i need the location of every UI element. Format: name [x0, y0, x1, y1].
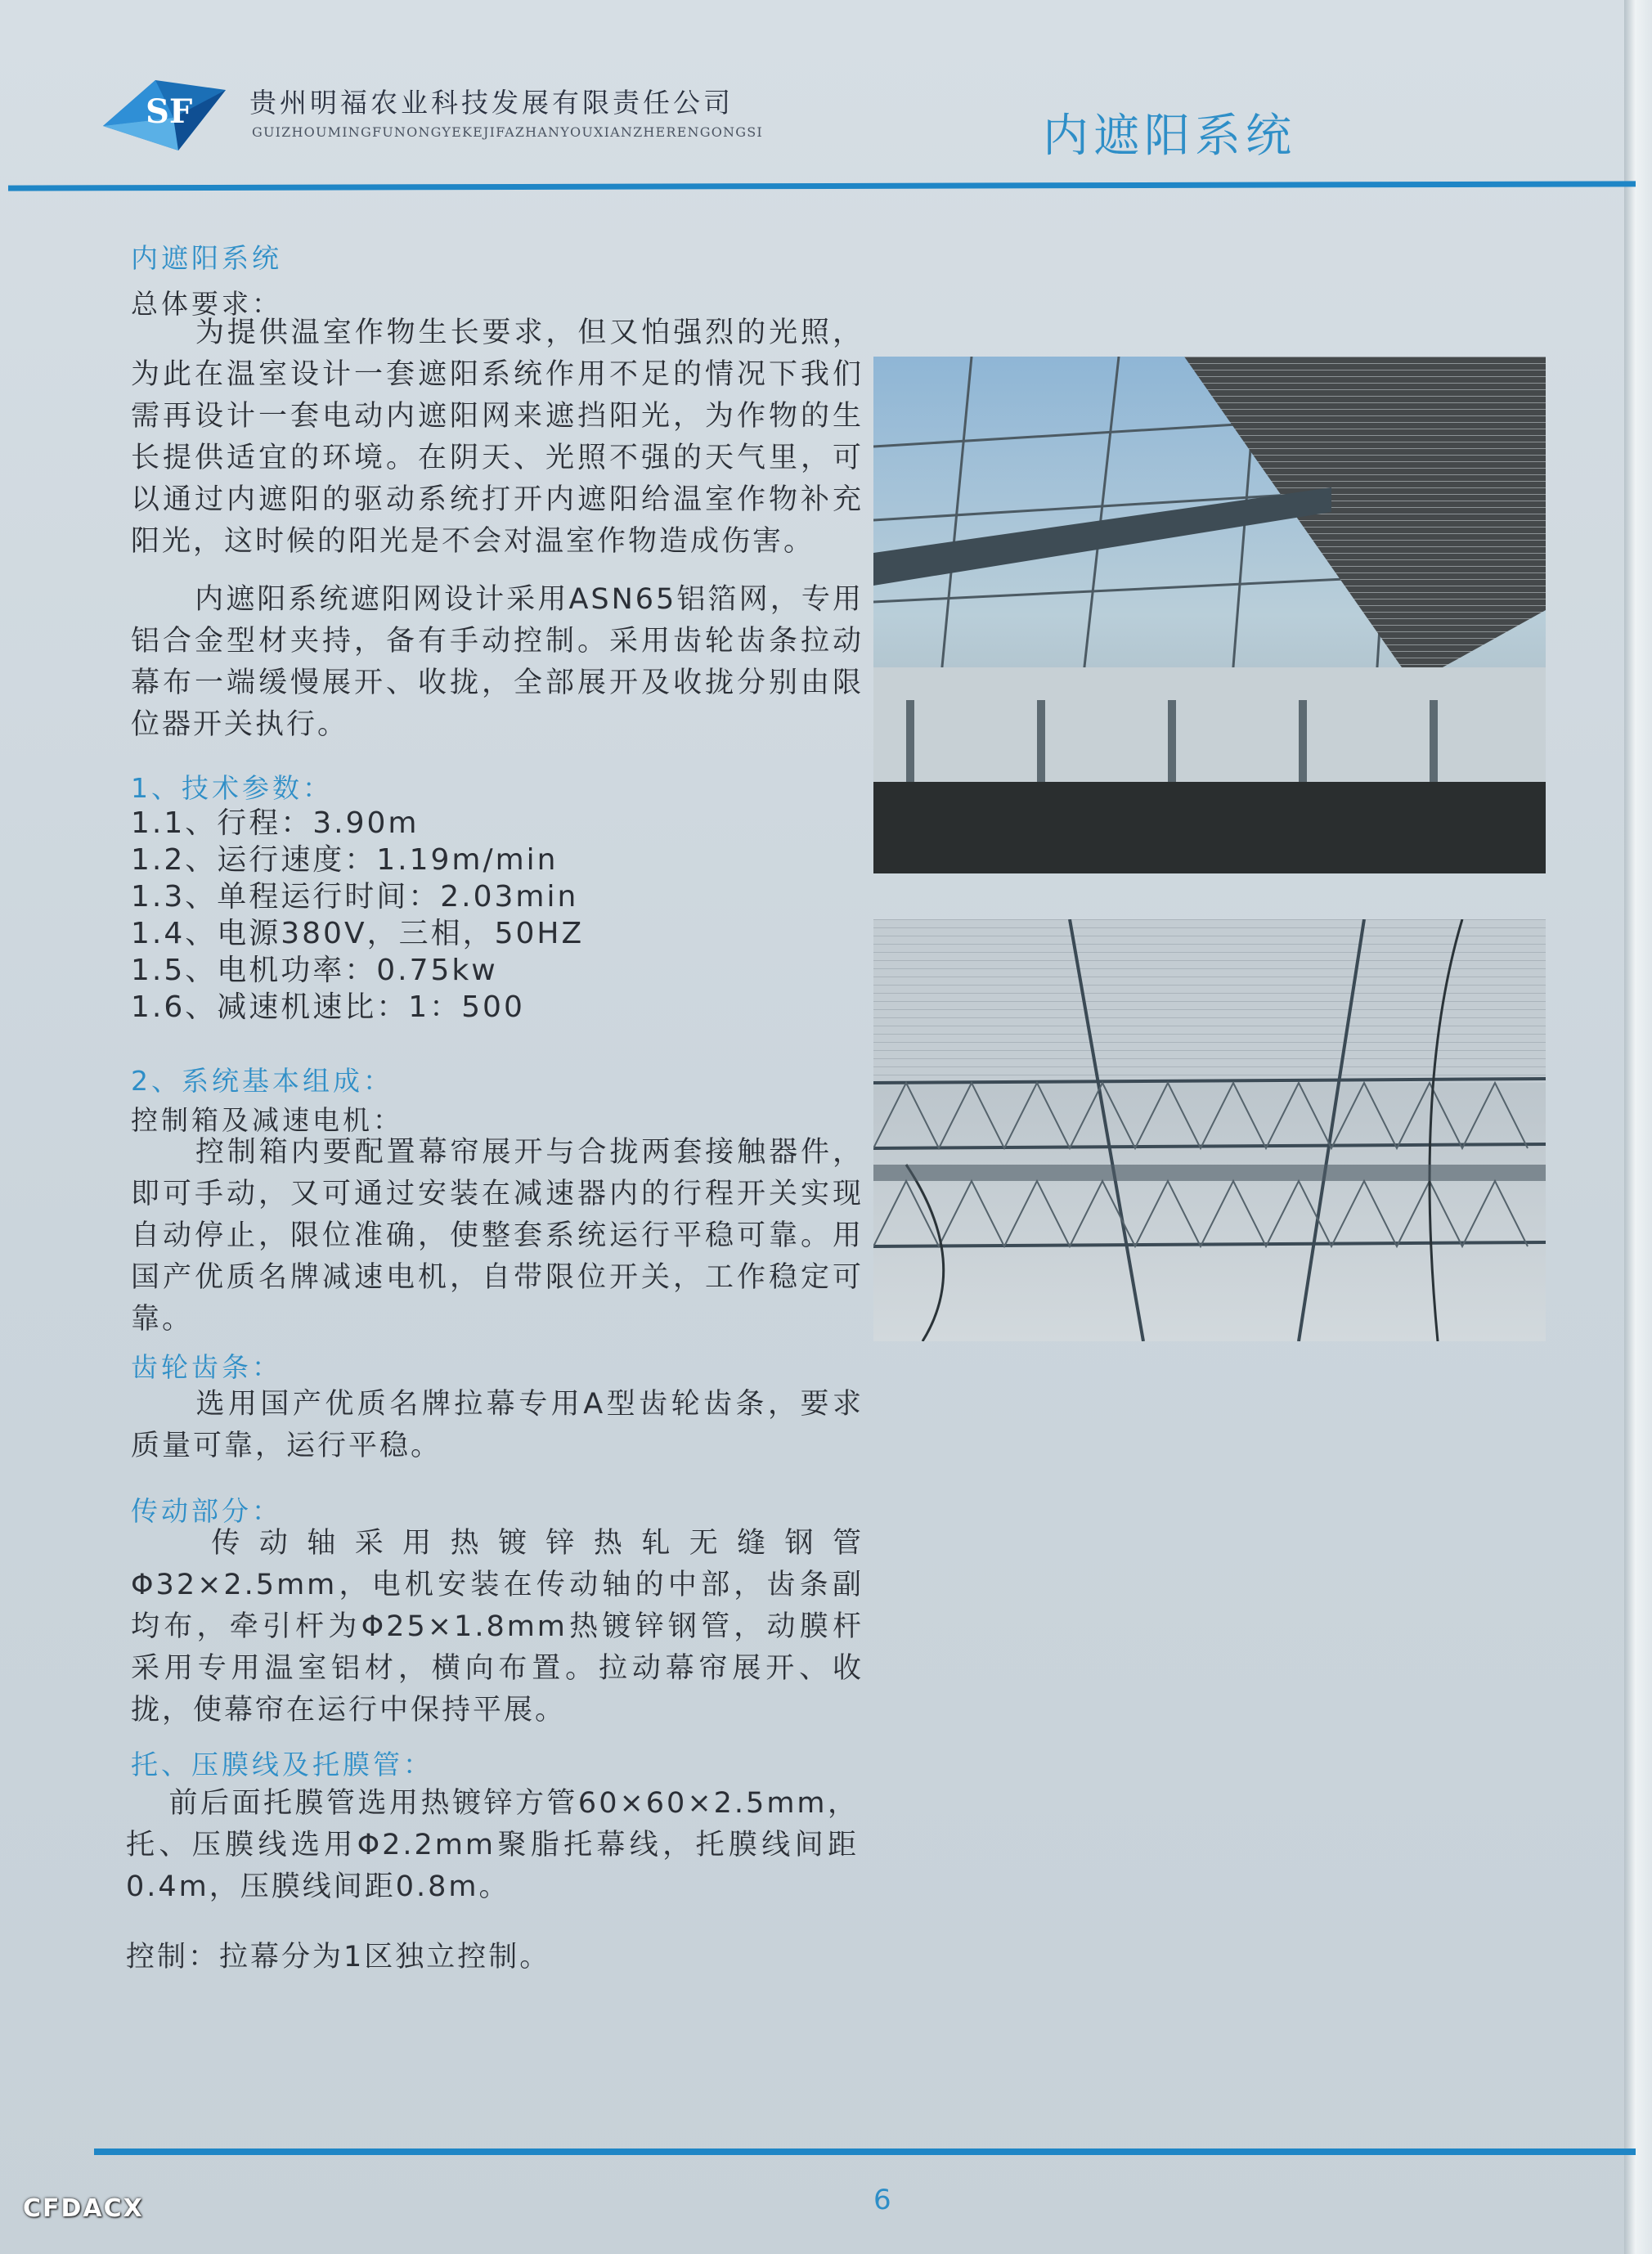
tech-params-title: 1、技术参数： [131, 772, 333, 804]
gear-rack-title: 齿轮齿条： [131, 1351, 282, 1383]
composition-title: 2、系统基本组成： [131, 1065, 393, 1097]
greenhouse-shade-photo-1 [873, 357, 1546, 873]
overall-paragraph-1: 为提供温室作物生长要求，但又怕强烈的光照，为此在温室设计一套遮阳系统作用不足的情况下我们需再设计一套电动内遮阳网来遮挡阳光，为作物的生长提供适宜的环境。在阴天、光照不强的天气里，可以通过内遮阳的驱动系统打开内遮阳给温室作物补充阳光，这时候的阳光是不会对温室作物造成伤害。 [131, 317, 864, 558]
overall-paragraph-2: 内遮阳系统遮阳网设计采用ASN65铝箔网，专用铝合金型材夹持，备有手动控制。采用齿轮齿条拉动幕布一端缓慢展开、收拢，全部展开及收拢分别由限位器开关执行。 [131, 583, 864, 741]
tech-param-5: 1.5、电机功率：0.75kw [131, 954, 498, 987]
overall-requirements-label: 总体要求： [131, 288, 282, 320]
greenhouse-shade-photo-2 [873, 919, 1546, 1341]
control-box-paragraph: 控制箱内要配置幕帘展开与合拢两套接触器件，即可手动，又可通过安装在减速器内的行程开关实现自动停止，限位准确，使整套系统运行平稳可靠。用国产优质名牌减速电机，自带限位开关，工作稳定可靠。 [131, 1136, 864, 1336]
tech-param-4: 1.4、电源380V，三相，50HZ [131, 917, 585, 950]
tech-param-6: 1.6、减速机速比：1：500 [131, 990, 525, 1024]
drive-title: 传动部分： [131, 1495, 282, 1527]
drive-paragraph: 传动轴采用热镀锌热轧无缝钢管Φ32×2.5mm，电机安装在传动轴的中部，齿条副均布，牵引杆为Φ25×1.8mm热镀锌钢管，动膜杆采用专用温室铝材，横向布置。拉动幕帘展开、收拢，使幕帘在运行中保持平展。 [131, 1527, 864, 1726]
page-number: 6 [873, 2184, 891, 2216]
control-mode-line: 控制：拉幕分为1区独立控制。 [126, 1941, 551, 1973]
footer-divider [94, 2148, 1636, 2155]
tech-param-1: 1.1、行程：3.90m [131, 806, 420, 840]
page-title: 内遮阳系统 [1043, 110, 1296, 163]
film-line-paragraph: 前后面托膜管选用热镀锌方管60×60×2.5mm，托、压膜线选用Φ2.2mm聚脂托幕线，托膜线间距0.4m，压膜线间距0.8m。 [126, 1787, 859, 1903]
film-line-title: 托、压膜线及托膜管： [131, 1749, 433, 1780]
watermark: CFDACX [23, 2194, 144, 2223]
page-spine [1624, 0, 1652, 2254]
company-logo [98, 75, 229, 157]
control-box-label: 控制箱及减速电机： [131, 1104, 403, 1136]
section-title: 内遮阳系统 [131, 242, 282, 274]
company-name: 贵州明福农业科技发展有限责任公司 [249, 87, 734, 119]
company-name-pinyin: GUIZHOUMINGFUNONGYEKEJIFAZHANYOUXIANZHERENGONGSI [252, 124, 763, 140]
tech-param-3: 1.3、单程运行时间：2.03min [131, 880, 579, 914]
svg-text:SF: SF [146, 92, 193, 131]
tech-param-2: 1.2、运行速度：1.19m/min [131, 843, 559, 877]
gear-rack-paragraph: 选用国产优质名牌拉幕专用A型齿轮齿条，要求质量可靠，运行平稳。 [131, 1388, 864, 1462]
